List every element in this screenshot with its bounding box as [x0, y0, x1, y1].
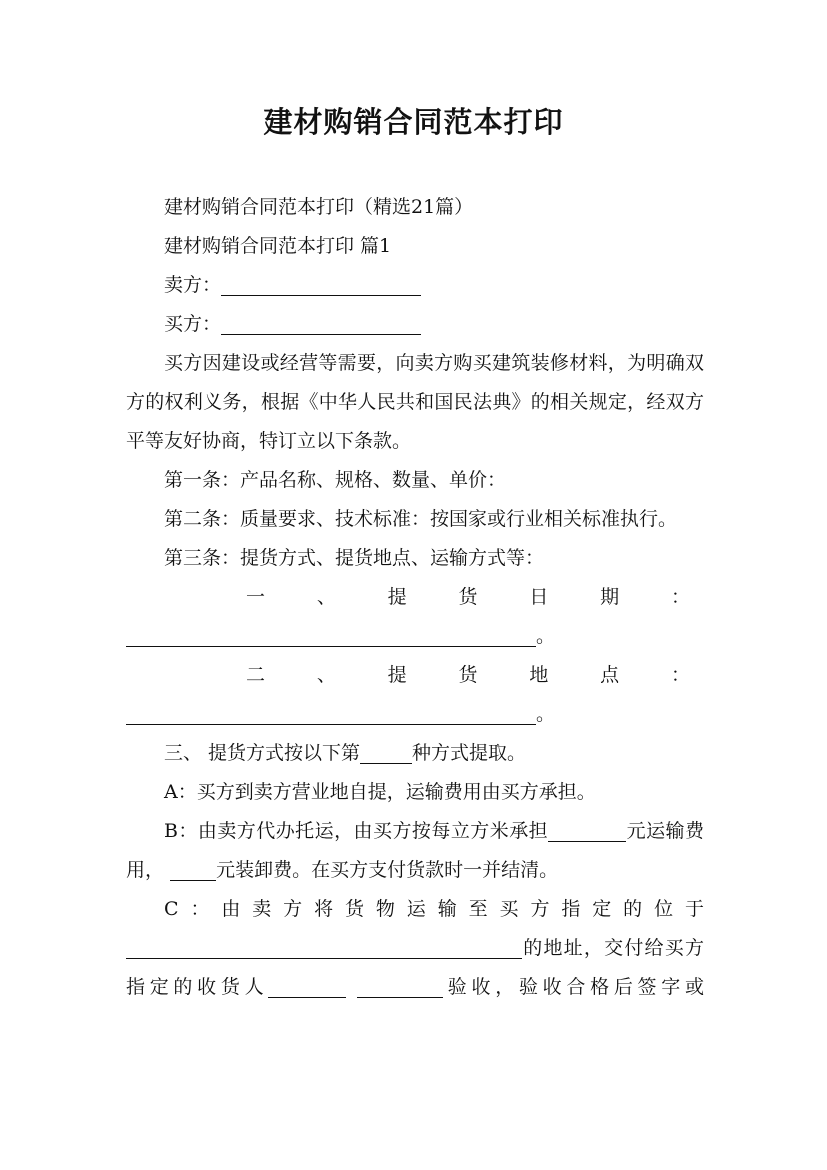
item-1-label — [126, 578, 704, 617]
buyer-label: 买方： — [164, 313, 222, 335]
delivery-address-blank — [126, 936, 522, 959]
article-3: 第三条：提货方式、提货地点、运输方式等： — [164, 547, 545, 569]
section-heading: 建材购销合同范本打印 篇1 — [164, 235, 392, 257]
item-1-blank-line — [126, 617, 704, 656]
receiver-blank-2 — [357, 975, 443, 998]
option-b-prefix: B：由卖方代办托运，由买方按每立方米承担 — [164, 820, 549, 842]
item-2-char: ： — [670, 664, 690, 686]
item-2-char: 、 — [316, 664, 336, 686]
option-b-mid2: 元装卸费。在买方支付货款时一并结清。 — [216, 859, 559, 881]
item-3 — [126, 734, 704, 773]
seller-blank — [221, 273, 421, 296]
item-3-prefix: 三、 提货方式按以下第 — [164, 742, 361, 764]
option-c — [126, 890, 704, 1007]
document-body — [126, 188, 704, 1007]
option-c-end: 验收，验收合格后签字或 — [443, 976, 704, 998]
item-1-char: 、 — [316, 586, 336, 608]
receiver-blank-1 — [268, 975, 346, 998]
option-c-line1: C：由卖方将货物运输至买方指定的位于 — [164, 898, 704, 920]
freight-rate-blank — [548, 819, 626, 842]
seller-line — [126, 266, 704, 305]
item-2-label — [126, 656, 704, 695]
item-1-char: 日 — [529, 586, 549, 608]
article-1: 第一条：产品名称、规格、数量、单价： — [164, 469, 507, 491]
document-title: 建材购销合同范本打印 — [263, 105, 564, 139]
option-b — [126, 812, 704, 890]
option-b-mid1: 元运输费用， — [126, 820, 704, 881]
period: 。 — [536, 703, 556, 725]
item-2-char: 货 — [458, 664, 478, 686]
item-2-char: 地 — [529, 664, 549, 686]
buyer-line — [126, 305, 704, 344]
pickup-place-blank — [126, 702, 536, 725]
item-1-char: 提 — [387, 586, 407, 608]
method-number-blank — [360, 741, 412, 764]
item-1-char: ： — [670, 586, 690, 608]
article-2: 第二条：质量要求、技术标准：按国家或行业相关标准执行。 — [164, 508, 678, 530]
item-2-blank-line — [126, 695, 704, 734]
pickup-date-blank — [126, 624, 536, 647]
item-2-char: 提 — [387, 664, 407, 686]
item-1-char: 货 — [458, 586, 478, 608]
subtitle: 建材购销合同范本打印（精选21篇） — [164, 196, 474, 218]
option-a: A：买方到卖方营业地自提，运输费用由买方承担。 — [164, 781, 596, 803]
item-2-char: 点 — [600, 664, 620, 686]
item-3-suffix: 种方式提取。 — [412, 742, 527, 764]
item-1-char: 一 — [246, 586, 266, 608]
buyer-blank — [221, 312, 421, 335]
item-1-char: 期 — [600, 586, 620, 608]
option-c-mid: 的地址，交付给买方指定的收货人 — [126, 937, 704, 998]
period: 。 — [536, 625, 556, 647]
handling-fee-blank — [170, 858, 216, 881]
item-2-char: 二 — [246, 664, 266, 686]
seller-label: 卖方： — [164, 274, 222, 296]
intro-paragraph: 买方因建设或经营等需要，向卖方购买建筑装修材料，为明确双方的权利义务，根据《中华人民共和国民法典》的相关规定，经双方平等友好协商，特订立以下条款。 — [126, 352, 704, 452]
